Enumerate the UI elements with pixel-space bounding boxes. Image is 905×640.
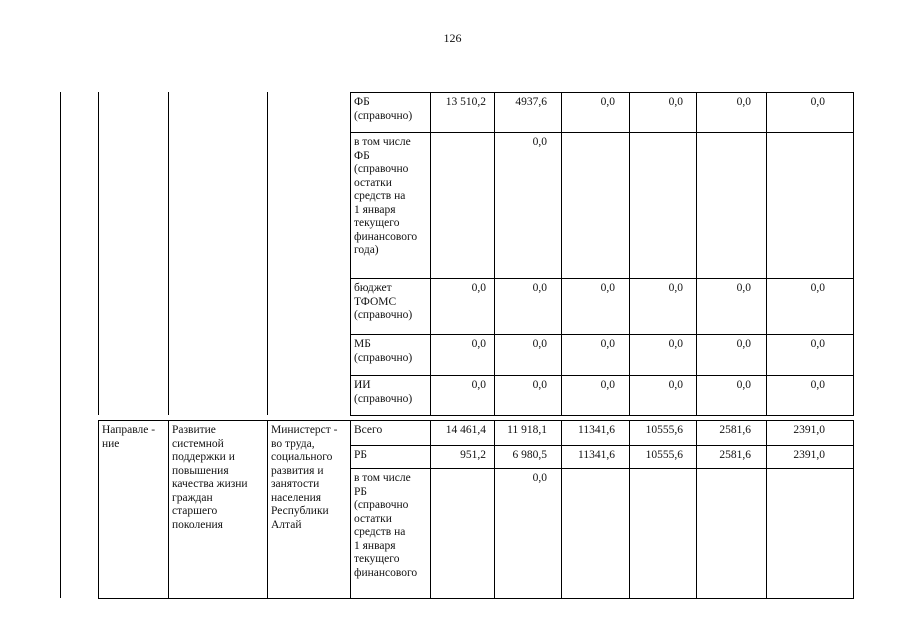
row-label: ФБ (справочно)	[354, 96, 413, 122]
table-rule	[350, 420, 351, 598]
row-label: МБ (справочно)	[354, 338, 413, 364]
value-cell: 0,0	[471, 379, 486, 391]
value-cell: 4937,6	[515, 96, 547, 108]
value-cell: 0,0	[600, 96, 615, 108]
value-cell: 11341,6	[578, 424, 615, 436]
value-cell: 2581,6	[719, 449, 751, 461]
value-cell: 6 980,5	[512, 449, 547, 461]
table-rule	[350, 415, 854, 416]
table-rule	[350, 92, 351, 415]
table-rule	[98, 420, 99, 598]
table-rule	[350, 375, 854, 376]
table-rule	[629, 92, 630, 415]
value-cell: 11 918,1	[507, 424, 547, 436]
value-cell: 0,0	[810, 338, 825, 350]
table-rule	[853, 92, 854, 415]
row-label: в том числе ФБ (справочно остатки средств на 1 января текущего финансового года)	[354, 136, 418, 256]
table-rule	[350, 278, 854, 279]
value-cell: 0,0	[736, 282, 751, 294]
value-cell: 0,0	[736, 338, 751, 350]
value-cell: 2391,0	[793, 424, 825, 436]
table-rule	[98, 92, 99, 415]
value-cell: 2581,6	[719, 424, 751, 436]
value-cell: 0,0	[668, 338, 683, 350]
table-rule	[430, 420, 431, 598]
table-rule	[168, 420, 169, 598]
value-cell: 0,0	[736, 379, 751, 391]
table-rule	[350, 468, 854, 469]
table-rule	[267, 92, 268, 415]
section-executor: Министерст - во труда, социального развития и занятости населения Республики Алтай	[271, 424, 338, 531]
table-rule	[430, 92, 431, 415]
value-cell: 0,0	[532, 472, 547, 484]
value-cell: 0,0	[668, 96, 683, 108]
table-rule	[766, 420, 767, 598]
table-rule	[766, 92, 767, 415]
table-rule	[629, 420, 630, 598]
table-rule	[696, 92, 697, 415]
value-cell: 0,0	[668, 282, 683, 294]
row-label: бюджет ТФОМС (справочно)	[354, 282, 413, 321]
table-rule	[696, 420, 697, 598]
table-rule	[494, 420, 495, 598]
table-rule	[561, 92, 562, 415]
table-rule	[561, 420, 562, 598]
value-cell: 0,0	[471, 338, 486, 350]
table-rule	[350, 445, 854, 446]
section-name: Развитие системной поддержки и повышения качества жизни граждан старшего поколения	[172, 424, 248, 531]
table-rule	[853, 420, 854, 598]
row-label: ИИ (справочно)	[354, 379, 413, 405]
value-cell: 0,0	[668, 379, 683, 391]
value-cell: 0,0	[532, 379, 547, 391]
value-cell: 10555,6	[645, 424, 683, 436]
row-label: Всего	[354, 424, 383, 436]
value-cell: 0,0	[532, 338, 547, 350]
table-rule	[98, 598, 854, 599]
table-rule	[60, 92, 61, 598]
value-cell: 0,0	[600, 338, 615, 350]
value-cell: 0,0	[736, 96, 751, 108]
value-cell: 14 461,4	[445, 424, 486, 436]
value-cell: 0,0	[532, 136, 547, 148]
row-label: в том числе РБ (справочно остатки средств на 1 января текущего финансового	[354, 472, 418, 579]
value-cell: 951,2	[460, 449, 486, 461]
value-cell: 0,0	[810, 379, 825, 391]
page-number: 126	[443, 31, 462, 45]
value-cell: 0,0	[600, 282, 615, 294]
value-cell: 11341,6	[578, 449, 615, 461]
section-type: Направле - ние	[102, 424, 156, 450]
table-rule	[350, 132, 854, 133]
value-cell: 0,0	[471, 282, 486, 294]
table-rule	[98, 420, 854, 421]
value-cell: 0,0	[810, 282, 825, 294]
table-rule	[267, 420, 268, 598]
table-rule	[350, 92, 854, 93]
row-label: РБ	[354, 449, 367, 461]
value-cell: 13 510,2	[445, 96, 486, 108]
value-cell: 0,0	[810, 96, 825, 108]
value-cell: 2391,0	[793, 449, 825, 461]
value-cell: 10555,6	[645, 449, 683, 461]
table-rule	[350, 334, 854, 335]
value-cell: 0,0	[600, 379, 615, 391]
value-cell: 0,0	[532, 282, 547, 294]
table-rule	[168, 92, 169, 415]
